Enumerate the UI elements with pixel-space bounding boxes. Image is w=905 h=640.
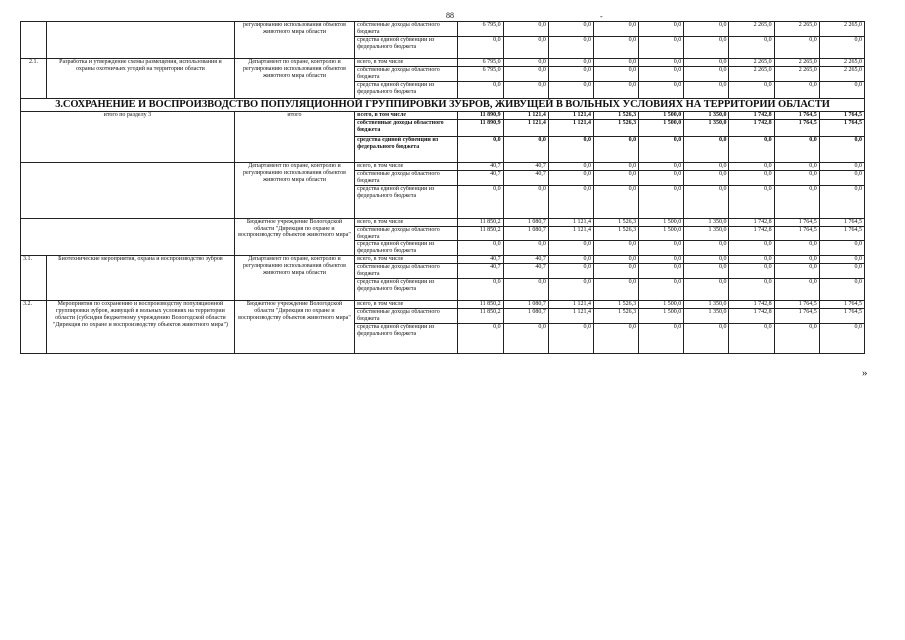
cell-value: 1 121,4 xyxy=(548,218,593,226)
cell-value: 0,0 xyxy=(503,58,548,66)
cell-value: 1 350,0 xyxy=(684,308,729,323)
cell-value: 1 526,3 xyxy=(593,226,638,241)
row-title: Биотехнические мероприятия, охрана и воспроизводство зубров xyxy=(47,256,235,301)
table-row xyxy=(21,58,865,66)
cell-value: 0,0 xyxy=(684,256,729,264)
cell-value: 0,0 xyxy=(729,36,774,58)
cell-value: 0,0 xyxy=(729,136,774,162)
cell-value: 0,0 xyxy=(503,323,548,353)
cell-label: средства единой субвенции из федерального бюджета xyxy=(355,241,457,256)
cell-value: 1 764,5 xyxy=(819,218,864,226)
cell-value: 1 350,0 xyxy=(684,226,729,241)
table-row xyxy=(21,162,865,170)
cell-value: 1 500,0 xyxy=(639,308,684,323)
table-row xyxy=(21,22,865,37)
cell-value: 0,0 xyxy=(639,278,684,300)
cell-value: 0,0 xyxy=(819,36,864,58)
cell-value: 0,0 xyxy=(774,81,819,98)
cell-value: 1 350,0 xyxy=(684,300,729,308)
cell-value: 0,0 xyxy=(548,278,593,300)
cell-value: 0,0 xyxy=(503,241,548,256)
cell-value: 1 764,5 xyxy=(774,226,819,241)
cell-value: 0,0 xyxy=(593,278,638,300)
table-row xyxy=(21,218,865,226)
table-row xyxy=(21,256,865,264)
cell-value: 1 350,0 xyxy=(684,218,729,226)
row-title xyxy=(21,218,235,256)
cell-value: 11 850,2 xyxy=(457,218,503,226)
cell-value: 1 121,4 xyxy=(503,111,548,119)
cell-value: 1 526,3 xyxy=(593,111,638,119)
cell-value: 0,0 xyxy=(548,58,593,66)
cell-value: 2 265,0 xyxy=(819,22,864,37)
cell-value: 11 850,2 xyxy=(457,308,503,323)
cell-value: 0,0 xyxy=(503,136,548,162)
cell-value: 0,0 xyxy=(819,81,864,98)
cell-value: 1 526,3 xyxy=(593,218,638,226)
cell-value: 0,0 xyxy=(684,278,729,300)
cell-value: 0,0 xyxy=(503,185,548,218)
cell-value: 0,0 xyxy=(548,170,593,185)
cell-value: 0,0 xyxy=(684,66,729,81)
row-executor: регулированию использования объектов животного мира области xyxy=(234,22,354,59)
page-mark: - xyxy=(600,12,603,21)
cell-value: 0,0 xyxy=(819,323,864,353)
cell-value: 0,0 xyxy=(593,81,638,98)
cell-value: 0,0 xyxy=(819,278,864,300)
cell-value: 0,0 xyxy=(593,36,638,58)
cell-value: 0,0 xyxy=(457,241,503,256)
cell-value: 1 350,0 xyxy=(684,111,729,119)
cell-value: 1 742,8 xyxy=(729,218,774,226)
cell-value: 0,0 xyxy=(729,256,774,264)
cell-value: 1 500,0 xyxy=(639,111,684,119)
cell-label: всего, в том числе xyxy=(355,300,457,308)
cell-value: 1 764,5 xyxy=(819,226,864,241)
cell-value: 2 265,0 xyxy=(819,58,864,66)
cell-value: 2 265,0 xyxy=(774,58,819,66)
cell-value: 0,0 xyxy=(548,66,593,81)
cell-value: 0,0 xyxy=(819,162,864,170)
cell-value: 11 890,9 xyxy=(457,111,503,119)
cell-value: 0,0 xyxy=(639,323,684,353)
row-executor: Департамент по охране, контролю и регулированию использования объектов животного мира области xyxy=(234,162,354,218)
cell-value: 0,0 xyxy=(639,256,684,264)
cell-value: 1 764,5 xyxy=(819,111,864,119)
cell-value: 0,0 xyxy=(593,241,638,256)
cell-label: средства единой субвенции из федерального бюджета xyxy=(355,136,457,162)
cell-value: 0,0 xyxy=(774,264,819,279)
cell-value: 0,0 xyxy=(593,22,638,37)
cell-value: 1 500,0 xyxy=(639,218,684,226)
cell-value: 40,7 xyxy=(503,256,548,264)
cell-value: 40,7 xyxy=(457,170,503,185)
cell-value: 0,0 xyxy=(639,162,684,170)
cell-label: собственные доходы областного бюджета xyxy=(355,119,457,136)
row-code xyxy=(21,22,47,59)
row-title xyxy=(47,22,235,59)
cell-value: 1 080,7 xyxy=(503,308,548,323)
row-executor: итого xyxy=(234,111,354,162)
cell-value: 1 080,7 xyxy=(503,218,548,226)
cell-value: 0,0 xyxy=(639,81,684,98)
cell-label: собственные доходы областного бюджета xyxy=(355,264,457,279)
cell-value: 1 121,4 xyxy=(548,226,593,241)
cell-value: 0,0 xyxy=(457,36,503,58)
cell-value: 0,0 xyxy=(548,256,593,264)
cell-value: 0,0 xyxy=(639,58,684,66)
cell-value: 0,0 xyxy=(593,323,638,353)
cell-value: 0,0 xyxy=(684,136,729,162)
cell-value: 1 121,4 xyxy=(548,119,593,136)
cell-value: 0,0 xyxy=(593,185,638,218)
cell-value: 0,0 xyxy=(548,185,593,218)
cell-label: всего, в том числе xyxy=(355,58,457,66)
cell-label: средства единой субвенции из федерального бюджета xyxy=(355,323,457,353)
cell-value: 1 764,5 xyxy=(774,218,819,226)
cell-value: 0,0 xyxy=(639,22,684,37)
cell-value: 6 795,0 xyxy=(457,58,503,66)
cell-value: 40,7 xyxy=(503,162,548,170)
cell-value: 0,0 xyxy=(593,256,638,264)
budget-table xyxy=(20,21,865,354)
cell-value: 0,0 xyxy=(684,36,729,58)
cell-label: собственные доходы областного бюджета xyxy=(355,66,457,81)
cell-value: 2 265,0 xyxy=(729,22,774,37)
cell-value: 1 500,0 xyxy=(639,226,684,241)
cell-value: 1 121,4 xyxy=(548,300,593,308)
cell-label: всего, в том числе xyxy=(355,162,457,170)
cell-value: 1 742,8 xyxy=(729,308,774,323)
cell-value: 0,0 xyxy=(503,66,548,81)
cell-value: 0,0 xyxy=(729,162,774,170)
cell-value: 0,0 xyxy=(774,136,819,162)
cell-value: 1 742,8 xyxy=(729,119,774,136)
cell-value: 0,0 xyxy=(457,185,503,218)
cell-value: 40,7 xyxy=(457,256,503,264)
cell-value: 1 742,8 xyxy=(729,226,774,241)
cell-value: 0,0 xyxy=(729,264,774,279)
cell-value: 1 764,5 xyxy=(819,308,864,323)
cell-value: 1 080,7 xyxy=(503,300,548,308)
cell-value: 0,0 xyxy=(819,170,864,185)
cell-value: 1 350,0 xyxy=(684,119,729,136)
cell-value: 0,0 xyxy=(593,162,638,170)
cell-value: 0,0 xyxy=(819,264,864,279)
cell-value: 0,0 xyxy=(457,278,503,300)
cell-value: 0,0 xyxy=(503,22,548,37)
cell-value: 1 526,3 xyxy=(593,119,638,136)
cell-value: 11 890,9 xyxy=(457,119,503,136)
cell-value: 1 742,8 xyxy=(729,300,774,308)
cell-value: 1 764,5 xyxy=(819,300,864,308)
cell-value: 0,0 xyxy=(819,241,864,256)
cell-value: 0,0 xyxy=(774,241,819,256)
row-title xyxy=(21,162,235,218)
cell-value: 0,0 xyxy=(593,264,638,279)
cell-value: 1 742,8 xyxy=(729,111,774,119)
cell-value: 0,0 xyxy=(548,81,593,98)
page-number: 88 xyxy=(446,11,454,20)
cell-label: средства единой субвенции из федерального бюджета xyxy=(355,81,457,98)
cell-value: 0,0 xyxy=(503,36,548,58)
cell-value: 0,0 xyxy=(593,66,638,81)
table-row xyxy=(21,300,865,308)
cell-value: 0,0 xyxy=(819,136,864,162)
cell-value: 0,0 xyxy=(503,81,548,98)
cell-value: 40,7 xyxy=(457,162,503,170)
cell-value: 0,0 xyxy=(593,58,638,66)
cell-value: 40,7 xyxy=(503,264,548,279)
cell-value: 1 121,4 xyxy=(503,119,548,136)
cell-value: 0,0 xyxy=(639,241,684,256)
cell-value: 0,0 xyxy=(503,278,548,300)
cell-value: 1 764,5 xyxy=(774,119,819,136)
cell-value: 0,0 xyxy=(548,36,593,58)
row-title: Разработка и утверждение схемы размещения, использования и охраны охотничьих угодий на территории области xyxy=(47,58,235,98)
cell-value: 0,0 xyxy=(684,323,729,353)
cell-value: 0,0 xyxy=(639,66,684,81)
cell-value: 0,0 xyxy=(774,185,819,218)
table-row xyxy=(21,111,865,119)
cell-value: 0,0 xyxy=(729,241,774,256)
closing-quote-mark: » xyxy=(862,367,868,379)
cell-value: 0,0 xyxy=(639,264,684,279)
cell-value: 0,0 xyxy=(819,185,864,218)
cell-value: 0,0 xyxy=(729,81,774,98)
cell-value: 0,0 xyxy=(548,22,593,37)
cell-label: собственные доходы областного бюджета xyxy=(355,22,457,37)
row-executor: Департамент по охране, контролю и регулированию использования объектов животного мира области xyxy=(234,58,354,98)
cell-value: 0,0 xyxy=(639,136,684,162)
cell-value: 0,0 xyxy=(639,185,684,218)
cell-value: 0,0 xyxy=(548,323,593,353)
section-title: 3.СОХРАНЕНИЕ И ВОСПРОИЗВОДСТВО ПОПУЛЯЦИОННОЙ ГРУППИРОВКИ ЗУБРОВ, ЖИВУЩЕЙ В ВОЛЬНЫХ УСЛОВИЯХ НА ТЕРРИТОРИИ ОБЛАСТИ xyxy=(21,98,865,111)
cell-value: 0,0 xyxy=(684,162,729,170)
cell-value: 2 265,0 xyxy=(729,66,774,81)
row-executor: Бюджетное учреждение Вологодской области "Дирекция по охране и воспроизводству объектов животного мира" xyxy=(234,300,354,353)
cell-label: всего, в том числе xyxy=(355,256,457,264)
cell-value: 0,0 xyxy=(684,81,729,98)
row-executor: Департамент по охране, контролю и регулированию использования объектов животного мира области xyxy=(234,256,354,301)
cell-value: 0,0 xyxy=(548,264,593,279)
cell-value: 1 500,0 xyxy=(639,300,684,308)
cell-value: 0,0 xyxy=(684,22,729,37)
cell-value: 0,0 xyxy=(639,36,684,58)
cell-value: 2 265,0 xyxy=(729,58,774,66)
cell-value: 0,0 xyxy=(684,241,729,256)
cell-value: 0,0 xyxy=(774,170,819,185)
cell-value: 11 850,2 xyxy=(457,226,503,241)
cell-label: средства единой субвенции из федерального бюджета xyxy=(355,36,457,58)
cell-value: 2 265,0 xyxy=(774,66,819,81)
cell-value: 1 764,5 xyxy=(774,308,819,323)
cell-value: 2 265,0 xyxy=(819,66,864,81)
cell-value: 0,0 xyxy=(684,58,729,66)
cell-value: 0,0 xyxy=(774,36,819,58)
cell-label: всего, в том числе xyxy=(355,218,457,226)
cell-label: собственные доходы областного бюджета xyxy=(355,170,457,185)
cell-value: 0,0 xyxy=(684,264,729,279)
cell-value: 1 764,5 xyxy=(774,111,819,119)
cell-value: 0,0 xyxy=(593,170,638,185)
cell-value: 1 764,5 xyxy=(819,119,864,136)
cell-value: 0,0 xyxy=(593,136,638,162)
cell-value: 0,0 xyxy=(819,256,864,264)
table-row xyxy=(21,98,865,111)
cell-value: 1 526,3 xyxy=(593,308,638,323)
cell-value: 0,0 xyxy=(548,136,593,162)
cell-value: 1 121,4 xyxy=(548,111,593,119)
cell-value: 40,7 xyxy=(503,170,548,185)
cell-value: 0,0 xyxy=(684,185,729,218)
row-title: Мероприятия по сохранению и воспроизводству популяционной группировки зубров, живущей в вольных условиях на территории области (субсидия бюджетному учреждению Вологодской области "Дирекция по охране и воспроизводству объектов животного мира") xyxy=(47,300,235,353)
cell-value: 0,0 xyxy=(457,81,503,98)
cell-value: 0,0 xyxy=(774,278,819,300)
cell-value: 1 080,7 xyxy=(503,226,548,241)
cell-value: 0,0 xyxy=(774,323,819,353)
cell-value: 11 850,2 xyxy=(457,300,503,308)
cell-value: 0,0 xyxy=(548,241,593,256)
row-title: итого по разделу 3 xyxy=(21,111,235,162)
cell-value: 0,0 xyxy=(548,162,593,170)
cell-value: 0,0 xyxy=(729,185,774,218)
cell-value: 0,0 xyxy=(774,162,819,170)
cell-value: 1 764,5 xyxy=(774,300,819,308)
cell-label: собственные доходы областного бюджета xyxy=(355,226,457,241)
cell-label: собственные доходы областного бюджета xyxy=(355,308,457,323)
cell-value: 0,0 xyxy=(639,170,684,185)
row-executor: Бюджетное учреждение Вологодской области "Дирекция по охране и воспроизводству объектов животного мира" xyxy=(234,218,354,256)
cell-value: 0,0 xyxy=(729,278,774,300)
cell-value: 0,0 xyxy=(774,256,819,264)
cell-label: всего, в том числе xyxy=(355,111,457,119)
row-code: 2.1. xyxy=(21,58,47,98)
cell-value: 0,0 xyxy=(457,136,503,162)
cell-label: средства единой субвенции из федерального бюджета xyxy=(355,278,457,300)
cell-value: 0,0 xyxy=(457,323,503,353)
cell-value: 0,0 xyxy=(729,323,774,353)
row-code: 3.2. xyxy=(21,300,47,353)
cell-value: 40,7 xyxy=(457,264,503,279)
cell-value: 0,0 xyxy=(684,170,729,185)
cell-value: 2 265,0 xyxy=(774,22,819,37)
cell-value: 1 500,0 xyxy=(639,119,684,136)
cell-value: 1 526,3 xyxy=(593,300,638,308)
cell-label: средства единой субвенции из федерального бюджета xyxy=(355,185,457,218)
cell-value: 1 121,4 xyxy=(548,308,593,323)
cell-value: 0,0 xyxy=(729,170,774,185)
cell-value: 6 795,0 xyxy=(457,22,503,37)
row-code: 3.1. xyxy=(21,256,47,301)
cell-value: 6 795,0 xyxy=(457,66,503,81)
